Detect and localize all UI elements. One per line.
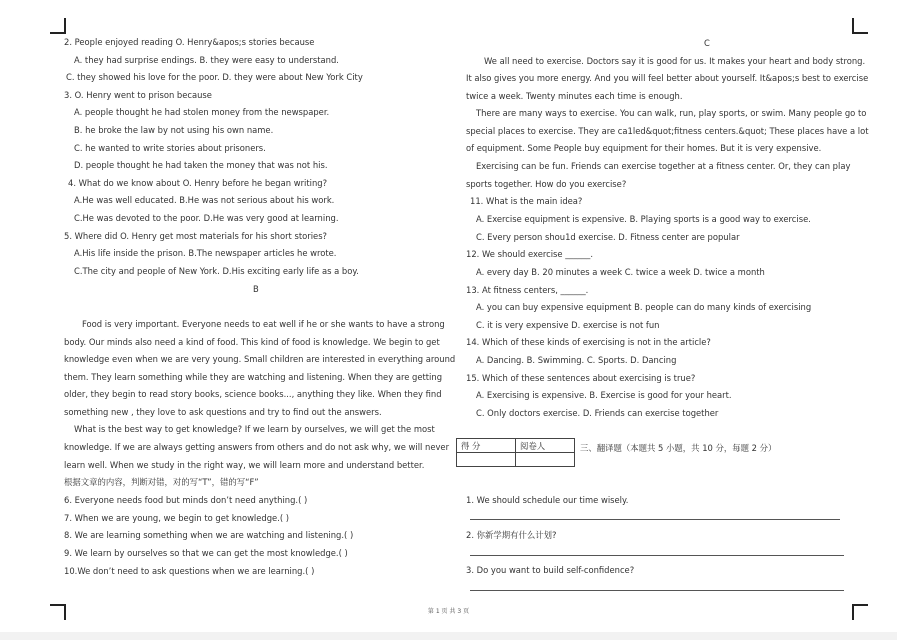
score-table [456, 438, 575, 467]
question-5-options-ab: A.His life inside the prison. B.The newspaper articles he wrote. [74, 248, 337, 258]
answer-line-2[interactable] [470, 555, 844, 556]
question-3-option-c: C. he wanted to write stories about prisoners. [74, 143, 266, 153]
passage-b-line: learn well. When we study in the right way, we will learn more and understand better. [64, 460, 425, 470]
question-15-options-ab: A. Exercising is expensive. B. Exercise is good for your heart. [476, 390, 732, 400]
score-cell[interactable] [457, 453, 516, 467]
passage-b-line: older, they begin to read story books, science books..., anything they like. When they find [64, 389, 442, 399]
question-12: 12. We should exercise ______. [466, 249, 594, 259]
grader-cell[interactable] [516, 453, 575, 467]
question-5-options-cd: C.The city and people of New York. D.His exciting early life as a boy. [74, 266, 359, 276]
passage-b-line: them. They learn something while they are watching and listening. When they are getting [64, 372, 443, 382]
score-label: 得 分 [457, 439, 516, 453]
true-false-item: 10.We don’t need to ask questions when we are learning.( ) [64, 566, 315, 576]
grader-label: 阅卷人 [516, 439, 575, 453]
true-false-instruction: 根据文章的内容，判断对错，对的写“T”，错的写“F” [64, 477, 259, 487]
passage-c-line: Exercising can be fun. Friends can exercise together at a fitness center. Or, they can play [476, 161, 851, 171]
question-12-options: A. every day B. 20 minutes a week C. twice a week D. twice a month [476, 267, 765, 277]
passage-b-line: What is the best way to get knowledge? If we learn by ourselves, we will get the most [74, 424, 435, 434]
crop-mark-top-left [50, 18, 66, 34]
question-4-options-ab: A.He was well educated. B.He was not serious about his work. [74, 195, 335, 205]
translation-1: 1. We should schedule our time wisely. [466, 495, 629, 505]
true-false-item: 6. Everyone needs food but minds don’t need anything.( ) [64, 495, 308, 505]
question-3-option-d: D. people thought he had taken the money that was not his. [74, 160, 328, 170]
true-false-item: 9. We learn by ourselves so that we can get the most knowledge.( ) [64, 548, 348, 558]
question-2-options-cd: C. they showed his love for the poor. D. they were about New York City [66, 72, 363, 82]
page-number: 第 1 页 共 3 页 [427, 608, 470, 615]
question-2: 2. People enjoyed reading O. Henry&apos;s stories because [64, 37, 315, 47]
true-false-item: 8. We are learning something when we are watching and listening.( ) [64, 530, 354, 540]
question-13-options-cd: C. it is very expensive D. exercise is not fun [476, 320, 660, 330]
question-3-option-b: B. he broke the law by not using his own name. [74, 125, 274, 135]
crop-mark-top-right [852, 18, 868, 34]
question-4: 4. What do we know about O. Henry before he began writing? [68, 178, 328, 188]
question-14-options: A. Dancing. B. Swimming. C. Sports. D. Dancing [476, 355, 677, 365]
passage-b-line: something new , they love to ask questions and try to find out the answers. [64, 407, 382, 417]
question-11: 11. What is the main idea? [470, 196, 583, 206]
question-14: 14. Which of these kinds of exercising is not in the article? [466, 337, 711, 347]
passage-c-line: of equipment. Some People buy equipment for their homes. But it is very expensive. [466, 143, 822, 153]
passage-c-line: There are many ways to exercise. You can walk, run, play sports, or swim. Many people go to [476, 108, 867, 118]
question-3-option-a: A. people thought he had stolen money from the newspaper. [74, 107, 330, 117]
question-11-options-ab: A. Exercise equipment is expensive. B. Playing sports is a good way to exercise. [476, 214, 811, 224]
passage-b-line: knowledge even when we are very young. Small children are interested in everything around [64, 354, 456, 364]
section-c-heading: C [704, 38, 710, 48]
question-13-options-ab: A. you can buy expensive equipment B. people can do many kinds of exercising [476, 302, 812, 312]
question-13: 13. At fitness centers, ______. [466, 285, 589, 295]
answer-line-1[interactable] [470, 519, 840, 520]
question-5: 5. Where did O. Henry get most materials for his short stories? [64, 231, 327, 241]
passage-b-line: knowledge. If we are always getting answers from others and do not ask why, we will never [64, 442, 450, 452]
section-3-title: 三、翻译题（本题共 5 小题，共 10 分，每题 2 分） [580, 443, 777, 453]
passage-b-line: Food is very important. Everyone needs to eat well if he or she wants to have a strong [82, 319, 445, 329]
question-11-options-cd: C. Every person shou1d exercise. D. Fitness center are popular [476, 232, 740, 242]
passage-b-line: body. Our minds also need a kind of food. This kind of food is knowledge. We begin to get [64, 337, 440, 347]
passage-c-line: sports together. How do you exercise? [466, 179, 627, 189]
passage-c-line: We all need to exercise. Doctors say it is good for us. It makes your heart and body strong. [484, 56, 866, 66]
question-3: 3. O. Henry went to prison because [64, 90, 212, 100]
translation-2: 2. 你新学期有什么计划? [466, 530, 557, 540]
passage-c-line: twice a week. Twenty minutes each time is enough. [466, 91, 683, 101]
translation-3: 3. Do you want to build self-confidence? [466, 565, 635, 575]
true-false-item: 7. When we are young, we begin to get knowledge.( ) [64, 513, 290, 523]
question-15: 15. Which of these sentences about exercising is true? [466, 373, 696, 383]
section-b-heading: B [253, 284, 259, 294]
question-15-options-cd: C. Only doctors exercise. D. Friends can exercise together [476, 408, 719, 418]
passage-c-line: special places to exercise. They are ca1led&quot;fitness centers.&quot; These places have a lot [466, 126, 869, 136]
question-4-options-cd: C.He was devoted to the poor. D.He was very good at learning. [74, 213, 339, 223]
answer-line-3[interactable] [470, 590, 844, 591]
question-2-options-ab: A. they had surprise endings. B. they were easy to understand. [74, 55, 339, 65]
passage-c-line: It also gives you more energy. And you will feel better about yourself. It&apos;s best to exercise [466, 73, 869, 83]
